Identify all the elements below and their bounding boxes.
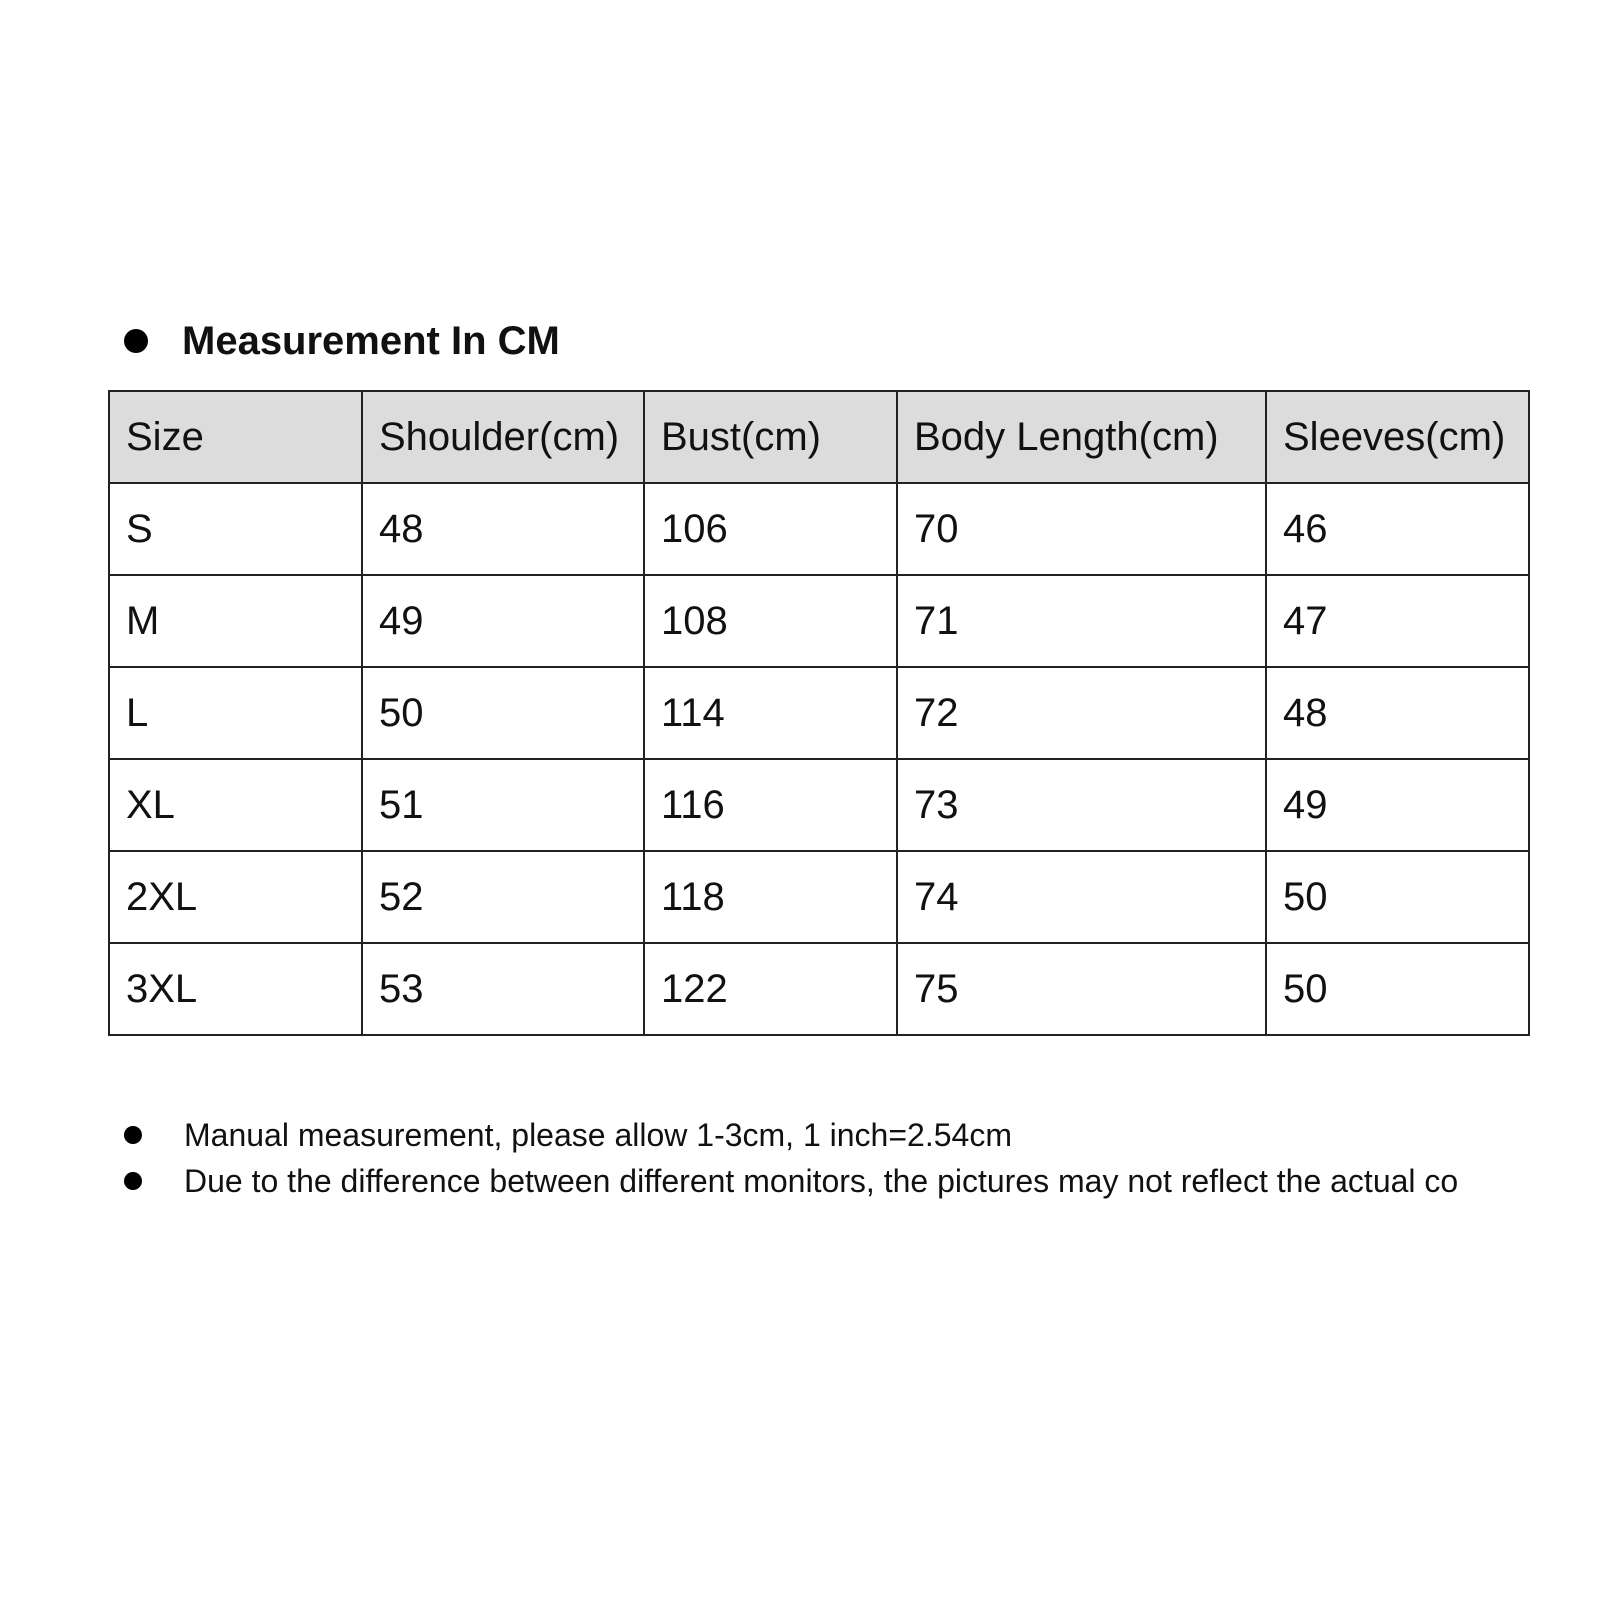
cell-sleeves: 48 (1266, 667, 1529, 759)
cell-body-length: 75 (897, 943, 1266, 1035)
table-row (109, 667, 1529, 759)
note-text: Manual measurement, please allow 1-3cm, 1 inch=2.54cm (184, 1117, 1012, 1153)
cell-size: S (109, 483, 362, 575)
cell-bust: 106 (644, 483, 897, 575)
header-size: Size (109, 391, 362, 483)
header-bust: Bust(cm) (644, 391, 897, 483)
cell-size: 2XL (109, 851, 362, 943)
notes-list (124, 1112, 1600, 1204)
size-chart-table (108, 390, 1530, 1036)
cell-size: M (109, 575, 362, 667)
note-text: Due to the difference between different monitors, the pictures may not reflect the actual co (184, 1163, 1459, 1199)
cell-sleeves: 47 (1266, 575, 1529, 667)
table-row (109, 483, 1529, 575)
cell-size: L (109, 667, 362, 759)
section-heading (124, 318, 560, 364)
bullet-icon (124, 1172, 142, 1190)
header-body-length: Body Length(cm) (897, 391, 1266, 483)
cell-body-length: 71 (897, 575, 1266, 667)
cell-shoulder: 48 (362, 483, 644, 575)
cell-shoulder: 52 (362, 851, 644, 943)
cell-bust: 122 (644, 943, 897, 1035)
cell-sleeves: 50 (1266, 943, 1529, 1035)
table-row (109, 575, 1529, 667)
cell-body-length: 74 (897, 851, 1266, 943)
cell-shoulder: 49 (362, 575, 644, 667)
table-row (109, 943, 1529, 1035)
cell-bust: 114 (644, 667, 897, 759)
table-header-row (109, 391, 1529, 483)
cell-shoulder: 51 (362, 759, 644, 851)
bullet-icon (124, 329, 148, 353)
cell-bust: 116 (644, 759, 897, 851)
cell-bust: 118 (644, 851, 897, 943)
cell-shoulder: 53 (362, 943, 644, 1035)
header-sleeves: Sleeves(cm) (1266, 391, 1529, 483)
cell-sleeves: 49 (1266, 759, 1529, 851)
cell-shoulder: 50 (362, 667, 644, 759)
cell-size: XL (109, 759, 362, 851)
header-shoulder: Shoulder(cm) (362, 391, 644, 483)
table-row (109, 759, 1529, 851)
cell-body-length: 73 (897, 759, 1266, 851)
cell-bust: 108 (644, 575, 897, 667)
note-item (124, 1158, 1600, 1204)
bullet-icon (124, 1126, 142, 1144)
cell-body-length: 70 (897, 483, 1266, 575)
table-row (109, 851, 1529, 943)
heading-title: Measurement In CM (182, 319, 560, 363)
cell-body-length: 72 (897, 667, 1266, 759)
cell-sleeves: 46 (1266, 483, 1529, 575)
note-item (124, 1112, 1600, 1158)
cell-sleeves: 50 (1266, 851, 1529, 943)
cell-size: 3XL (109, 943, 362, 1035)
